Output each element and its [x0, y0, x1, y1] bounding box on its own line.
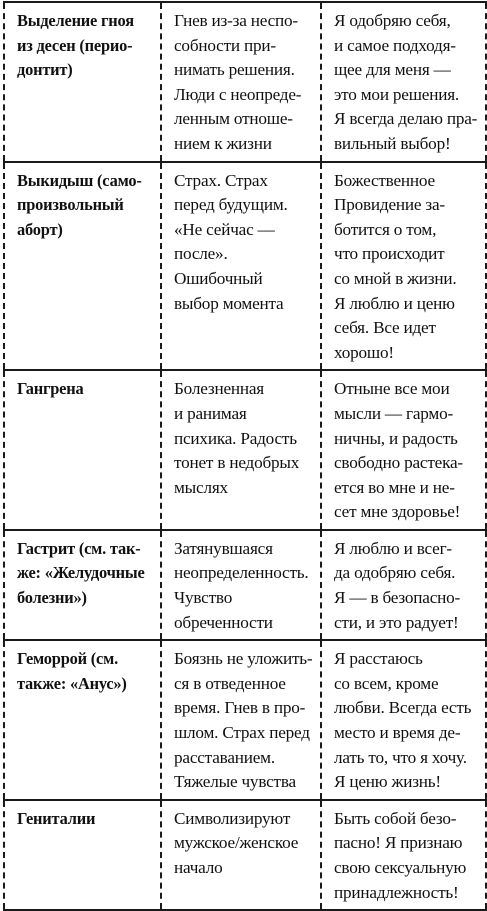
- affirmation-cell: [321, 640, 486, 800]
- text-line: неопределенность.: [174, 563, 309, 583]
- text-line: Геморрой (см.: [17, 649, 118, 669]
- text-line: донтит): [17, 60, 73, 80]
- text-line: тонет в недобрых: [174, 453, 300, 473]
- text-line: обреченности: [174, 612, 273, 632]
- text-line: Чувство: [174, 588, 233, 608]
- text-line: из десен (перио-: [17, 35, 133, 55]
- text-line: после».: [174, 244, 228, 264]
- condition-cell: [4, 2, 161, 162]
- text-line: сти, и это радует!: [334, 612, 459, 632]
- text-line: Провидение за-: [334, 195, 445, 215]
- condition-cell: [4, 162, 161, 371]
- conditions-table: [3, 1, 487, 911]
- text-line: свою сексуальную: [334, 858, 467, 877]
- text-line: щее для меня —: [334, 60, 451, 80]
- text-line: Я одобряю себя,: [334, 11, 451, 30]
- document-page: [3, 1, 485, 902]
- text-line: расставанием.: [174, 747, 275, 767]
- text-line: Отныне все мои: [334, 379, 450, 399]
- text-line: что происходит: [334, 244, 445, 264]
- cause-cell: [161, 370, 321, 530]
- text-line: начало: [174, 858, 223, 877]
- text-line: хорошо!: [334, 342, 394, 362]
- text-line: Тяжелые чувства: [174, 772, 296, 792]
- text-line: вильный выбор!: [334, 133, 451, 153]
- text-line: ется во мне и не-: [334, 477, 455, 497]
- cause-cell: [161, 530, 321, 640]
- affirmation-cell: [321, 530, 486, 640]
- cause-cell: [161, 2, 321, 162]
- text-line: ботится о том,: [334, 219, 437, 239]
- text-line: Страх. Страх: [174, 170, 268, 190]
- text-line: время. Гнев в про-: [174, 698, 306, 718]
- text-line: Символизируют: [174, 808, 291, 828]
- text-line: Болезненная: [174, 379, 264, 399]
- text-line: Я — в безопасно-: [334, 588, 461, 608]
- text-line: да одобряю себя.: [334, 563, 456, 583]
- text-line: Выкидыш (само-: [17, 170, 142, 190]
- table-row: [4, 162, 486, 371]
- text-line: собности при-: [174, 35, 276, 55]
- text-line: и самое подходя-: [334, 35, 456, 55]
- table-row: [4, 530, 486, 640]
- text-line: мыслях: [174, 477, 228, 497]
- text-line: пасно! Я признаю: [334, 833, 463, 853]
- text-line: и ранимая: [174, 403, 247, 423]
- table-row: [4, 2, 486, 162]
- text-line: произвольный: [17, 195, 124, 215]
- text-line: Божественное: [334, 170, 435, 190]
- condition-cell: [4, 800, 161, 910]
- text-line: Люди с неопреде-: [174, 84, 302, 104]
- affirmation-cell: [321, 370, 486, 530]
- text-line: Затянувшаяся: [174, 538, 273, 558]
- condition-cell: [4, 530, 161, 640]
- cause-cell: [161, 640, 321, 800]
- condition-cell: [4, 640, 161, 800]
- text-line: Выделение гноя: [17, 11, 134, 30]
- table-row: [4, 370, 486, 530]
- text-line: Я люблю и ценю: [334, 293, 455, 313]
- text-line: Гнев из-за неспо-: [174, 11, 298, 30]
- text-line: нимать решения.: [174, 60, 295, 80]
- text-line: свободно растека-: [334, 453, 463, 473]
- text-line: Гастрит (см. так-: [17, 538, 141, 558]
- table-row: [4, 800, 486, 910]
- text-line: это мои решения.: [334, 84, 460, 104]
- text-line: выбор момента: [174, 293, 284, 313]
- text-line: со всем, кроме: [334, 673, 439, 693]
- text-line: Я ценю жизнь!: [334, 772, 441, 792]
- text-line: психика. Радость: [174, 428, 297, 448]
- text-line: лать то, что я хочу.: [334, 747, 467, 767]
- text-line: Боязнь не уложить-: [174, 649, 313, 669]
- text-line: ленным отноше-: [174, 109, 293, 129]
- text-line: перед будущим.: [174, 195, 288, 215]
- text-line: ся в отведенное: [174, 673, 286, 693]
- text-line: аборт): [17, 219, 63, 239]
- affirmation-cell: [321, 162, 486, 371]
- text-line: болезни»): [17, 588, 87, 608]
- table-row: [4, 640, 486, 800]
- text-line: со мной в жизни.: [334, 268, 457, 288]
- cause-cell: [161, 800, 321, 910]
- affirmation-cell: [321, 2, 486, 162]
- text-line: принадлежность!: [334, 882, 459, 902]
- table-body: [4, 2, 486, 910]
- text-line: Ошибочный: [174, 268, 263, 288]
- affirmation-cell: [321, 800, 486, 910]
- text-line: Гангрена: [17, 379, 84, 399]
- text-line: Я расстаюсь: [334, 649, 423, 669]
- text-line: «Не сейчас —: [174, 219, 275, 239]
- text-line: также: «Анус»): [17, 673, 127, 693]
- text-line: Я люблю и всег-: [334, 538, 452, 558]
- text-line: место и время де-: [334, 723, 461, 743]
- text-line: сет мне здоровье!: [334, 502, 461, 522]
- text-line: нием к жизни: [174, 133, 272, 153]
- text-line: шлом. Страх перед: [174, 723, 310, 743]
- text-line: мысли — гармо-: [334, 403, 454, 423]
- text-line: же: «Желудочные: [17, 563, 145, 583]
- text-line: Быть собой безо-: [334, 808, 457, 828]
- text-line: себя. Все идет: [334, 318, 436, 338]
- text-line: ничны, и радость: [334, 428, 458, 448]
- text-line: мужское/женское: [174, 833, 299, 853]
- cause-cell: [161, 162, 321, 371]
- text-line: любви. Всегда есть: [334, 698, 472, 718]
- text-line: Гениталии: [17, 808, 96, 828]
- text-line: Я всегда делаю пра-: [334, 109, 478, 129]
- condition-cell: [4, 370, 161, 530]
